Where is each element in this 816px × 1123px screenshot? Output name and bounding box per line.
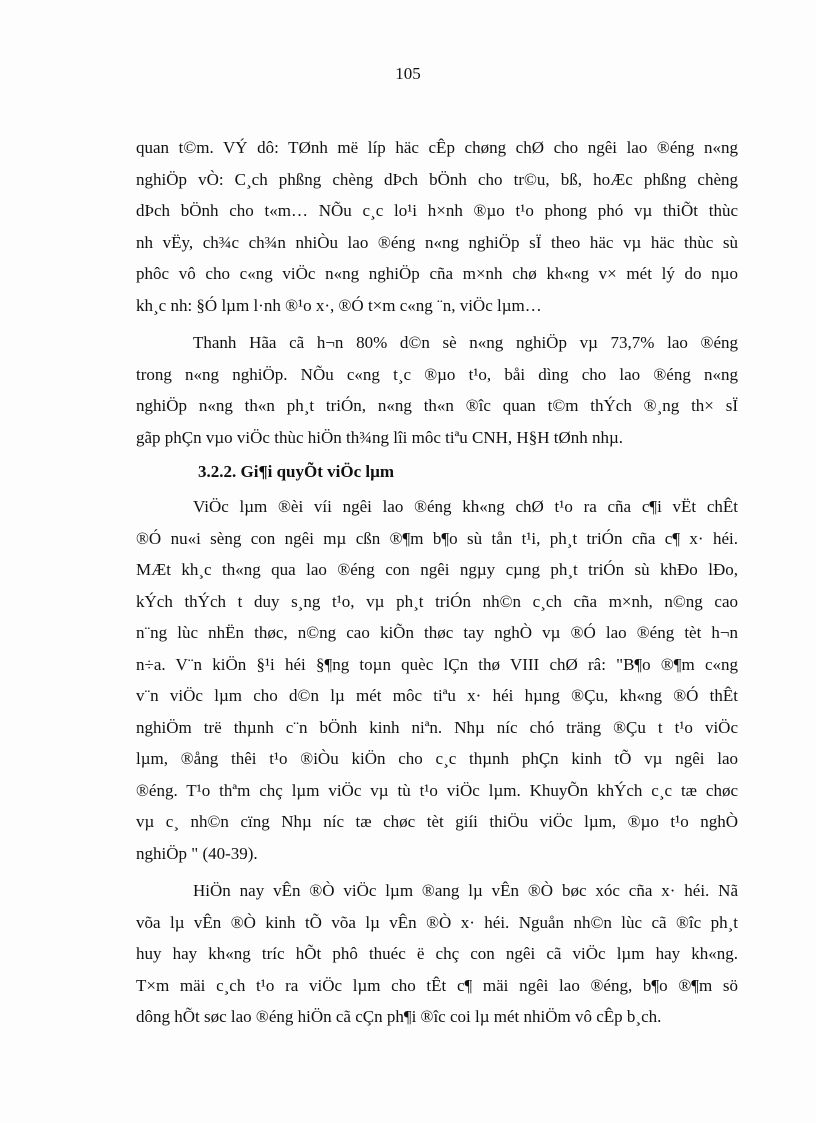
- text-line: HiÖn nay vÊn ®Ò viÖc lµm ®ang lµ vÊn ®Ò bøc xóc cña x· héi. Nã: [193, 881, 738, 900]
- text-line: nghiÖm trë thµnh c¨n bÖnh kinh niªn. Nhµ níc chó träng ®Çu t t¹o viÖc: [136, 717, 738, 737]
- text-line: quan t©m. VÝ dô: TØnh më líp häc cÊp chøng chØ cho ngêi lao ®éng n«ng: [136, 138, 738, 157]
- text-line: lµm, ®ång thêi t¹o ®iÒu kiÖn cho c¸c thµnh phÇn kinh tÕ vµ ngêi lao: [136, 749, 738, 768]
- text-line: T×m mäi c¸ch t¹o ra viÖc lµm cho tÊt c¶ mäi ngêi lao ®éng, b¶o ®¶m sö: [136, 975, 738, 995]
- text-line: MÆt kh¸c th«ng qua lao ®éng con ngêi ngµy cµng ph¸t triÓn sù khÐo lÐo,: [136, 560, 738, 579]
- paragraph: [136, 132, 738, 321]
- text-line: kh¸c nh: §Ó lµm l·nh ®¹o x·, ®Ó t×m c«ng ¨n, viÖc lµm…: [136, 295, 542, 315]
- page-number: 105: [395, 64, 421, 83]
- paragraph: [136, 875, 738, 1033]
- text-line: nghiÖp " (40-39).: [136, 843, 258, 863]
- text-line: trong n«ng nghiÖp. NÕu c«ng t¸c ®µo t¹o, båi dìng cho lao ®éng n«ng: [136, 364, 738, 384]
- section-heading: 3.2.2. Gi¶i quyÕt viÖc lµm: [198, 462, 395, 481]
- text-line: n¨ng lùc nhËn thøc, n©ng cao kiÕn thøc tay nghÒ vµ ®Ó lao ®éng tèt h¬n: [136, 623, 738, 642]
- page-body: [136, 132, 738, 1033]
- text-line: nghiÖp vÒ: C¸ch phßng chèng dÞch bÖnh cho tr©u, bß, hoÆc phßng chèng: [136, 169, 738, 189]
- text-line: dông hÕt søc lao ®éng hiÖn cã cÇn ph¶i ®îc coi lµ mét nhiÖm vô cÊp b¸ch.: [136, 1007, 662, 1026]
- text-line: huy hay kh«ng tríc hÕt phô thuéc ë chç con ngêi cã viÖc lµm hay kh«ng.: [136, 944, 738, 963]
- text-line: nh vËy, ch¾c ch¾n nhiÒu lao ®éng n«ng nghiÖp sÏ theo häc vµ häc thùc sù: [136, 232, 738, 252]
- paragraphs-before-heading: [136, 132, 738, 453]
- paragraph: [136, 491, 738, 869]
- paragraph: [136, 327, 738, 453]
- text-line: dÞch bÖnh cho t«m… NÕu c¸c lo¹i h×nh ®µo t¹o phong phó vµ thiÕt thùc: [136, 201, 738, 220]
- text-line: kÝch thÝch t duy s¸ng t¹o, vµ ph¸t triÓn nh©n c¸ch cña m×nh, n©ng cao: [136, 591, 738, 611]
- text-line: ®éng. T¹o thªm chç lµm viÖc vµ tù t¹o viÖc lµm. KhuyÕn khÝch c¸c tæ chøc: [136, 780, 738, 800]
- text-line: vµ c¸ nh©n cïng Nhµ níc tæ chøc tèt giíi thiÖu viÖc lµm, ®µo t¹o nghÒ: [136, 812, 738, 831]
- paragraphs-after-heading: [136, 491, 738, 1033]
- text-line: nghiÖp n«ng th«n ph¸t triÓn, n«ng th«n ®îc quan t©m thÝch ®¸ng th× sÏ: [136, 396, 738, 415]
- text-line: v¨n viÖc lµm cho d©n lµ mét môc tiªu x· héi hµng ®Çu, kh«ng ®Ó thÊt: [136, 686, 738, 705]
- text-line: n÷a. V¨n kiÖn §¹i héi §¶ng toµn quèc lÇn thø VIII chØ râ: "B¶o ®¶m c«ng: [136, 654, 738, 674]
- text-line: phôc vô cho c«ng viÖc n«ng nghiÖp cña m×nh chø kh«ng v× mét lý do nµo: [136, 264, 738, 283]
- text-line: gãp phÇn vµo viÖc thùc hiÖn th¾ng lîi môc tiªu CNH, H§H tØnh nhµ.: [136, 427, 624, 447]
- text-line: ®Ó nu«i sèng con ngêi mµ cßn ®¶m b¶o sù tån t¹i, ph¸t triÓn cña c¶ x· héi.: [136, 528, 738, 548]
- text-line: võa lµ vÊn ®Ò kinh tÕ võa lµ vÊn ®Ò x· héi. Nguån nh©n lùc cã ®îc ph¸t: [136, 912, 738, 932]
- text-line: Thanh Hãa cã h¬n 80% d©n sè n«ng nghiÖp vµ 73,7% lao ®éng: [193, 333, 738, 352]
- text-line: ViÖc lµm ®èi víi ngêi lao ®éng kh«ng chØ t¹o ra cña c¶i vËt chÊt: [193, 497, 738, 516]
